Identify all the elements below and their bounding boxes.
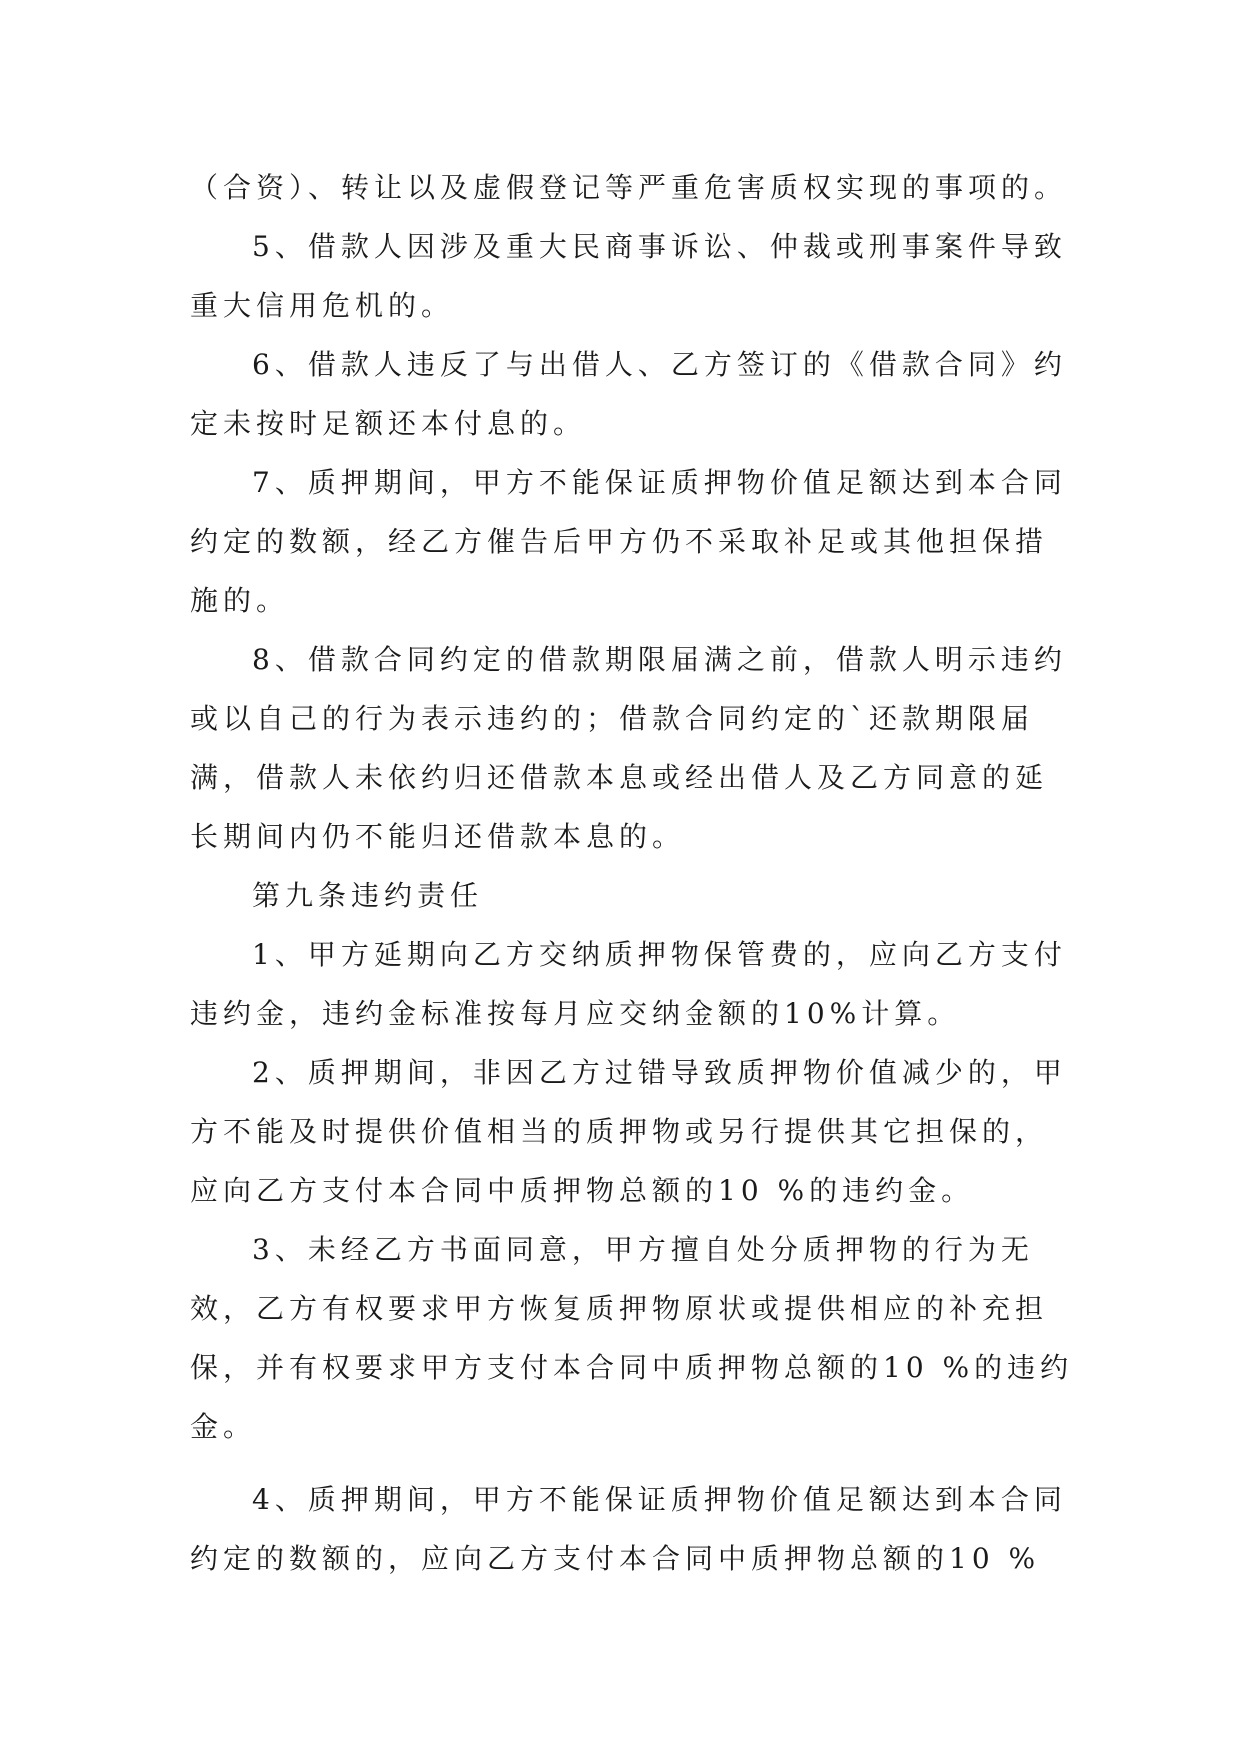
paragraph-item-7: 7、质押期间，甲方不能保证质押物价值足额达到本合同约定的数额，经乙方催告后甲方仍不采取补足或其他担保措施的。 xyxy=(190,466,1067,617)
paragraph-item-5: 5、借款人因涉及重大民商事诉讼、仲裁或刑事案件导致重大信用危机的。 xyxy=(190,230,1067,322)
paragraph-item-8: 8、借款合同约定的借款期限届满之前，借款人明示违约或以自己的行为表示违约的；借款合同约定的`还款期限届满，借款人未依约归还借款本息或经出借人及乙方同意的延长期间内仍不能归还借款本息的。 xyxy=(190,643,1067,853)
paragraph-liability-2: 2、质押期间，非因乙方过错导致质押物价值减少的，甲方不能及时提供价值相当的质押物或另行提供其它担保的，应向乙方支付本合同中质押物总额的10 %的违约金。 xyxy=(190,1056,1067,1207)
paragraph-liability-3: 3、未经乙方书面同意，甲方擅自处分质押物的行为无效，乙方有权要求甲方恢复质押物原状或提供相应的补充担保，并有权要求甲方支付本合同中质押物总额的10 %的违约金。 xyxy=(190,1233,1074,1443)
paragraph-continuation: （合资）、转让以及虚假登记等严重危害质权实现的事项的。 xyxy=(190,171,1068,204)
paragraph-liability-4: 4、质押期间，甲方不能保证质押物价值足额达到本合同约定的数额的，应向乙方支付本合同中质押物总额的10 % xyxy=(190,1483,1067,1575)
section-heading-article-9: 第九条违约责任 xyxy=(252,879,484,912)
paragraph-liability-1: 1、甲方延期向乙方交纳质押物保管费的，应向乙方支付违约金，违约金标准按每月应交纳金额的10%计算。 xyxy=(190,938,1067,1030)
paragraph-item-6: 6、借款人违反了与出借人、乙方签订的《借款合同》约定未按时足额还本付息的。 xyxy=(190,348,1067,440)
document-body xyxy=(190,158,1080,1588)
